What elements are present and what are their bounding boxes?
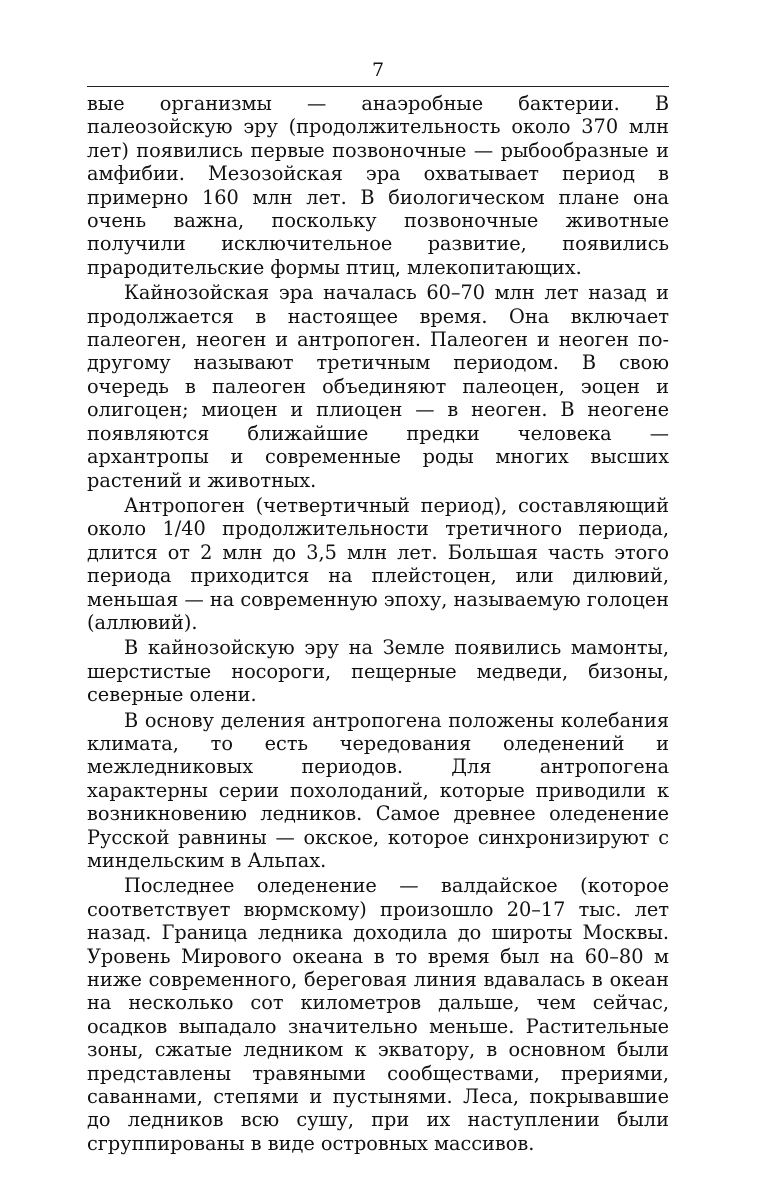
paragraph-last-glaciation: Последнее оледенение — валдайское (которое соответствует вюрмскому) произошло 20–17 тыс. лет назад. Граница ледника доходила до широты Москвы. Уровень Мирового океана в то время был на 60–80 м ниже современного, береговая линия вдавалась в океан на несколько сот километров дальше, чем сейчас, осадков выпадало значительно меньше. Растительные зоны, сжатые ледником к экватору, в основном были представлены травяными сообществами, прериями, саваннами, степями и пустынями. Леса, покрывавшие до ледников всю сушу, при их наступлении были сгруппированы в виде островных массивов.: [87, 874, 669, 1155]
paragraph-glaciations: В основу деления антропогена положены колебания климата, то есть чередования оледенений и межледниковых периодов. Для антропогена характерны серии похолоданий, которые приводили к возникновению ледников. Самое древнее оледенение Русской равнины — окское, которое синхронизируют с миндельским в Альпах.: [87, 708, 669, 872]
paragraph-fauna: В кайнозойскую эру на Земле появились мамонты, шерстистые носороги, пещерные медведи, бизоны, северные олени.: [87, 636, 669, 707]
paragraph-continued: вые организмы — анаэробные бактерии. В палеозойскую эру (продолжительность около 370 млн лет) появились первые позвоночные — рыбообразные и амфибии. Мезозойская эра охватывает период в примерно 160 млн лет. В биологическом плане она очень важна, поскольку позвоночные животные получили исключительное развитие, появились прародительские формы птиц, млекопитающих.: [87, 92, 669, 279]
paragraph-cenozoic: Кайнозойская эра началась 60–70 млн лет назад и продолжается в настоящее время. Она включает палеоген, неоген и антропоген. Палеоген и неоген по-другому называют третичным периодом. В свою очередь в палеоген объединяют палеоцен, эоцен и олигоцен; миоцен и плиоцен — в неоген. В неогене появляются ближайшие предки человека — архантропы и современные роды многих высших растений и животных.: [87, 281, 669, 492]
paragraph-anthropogene: Антропоген (четвертичный период), составляющий около 1/40 продолжительности третичного периода, длится от 2 млн до 3,5 млн лет. Большая часть этого периода приходится на плейстоцен, или дилювий, меньшая — на современную эпоху, называемую голоцен (аллювий).: [87, 493, 669, 634]
page-number: 7: [371, 59, 385, 81]
header-rule: [87, 86, 669, 87]
book-page: [87, 58, 669, 1155]
